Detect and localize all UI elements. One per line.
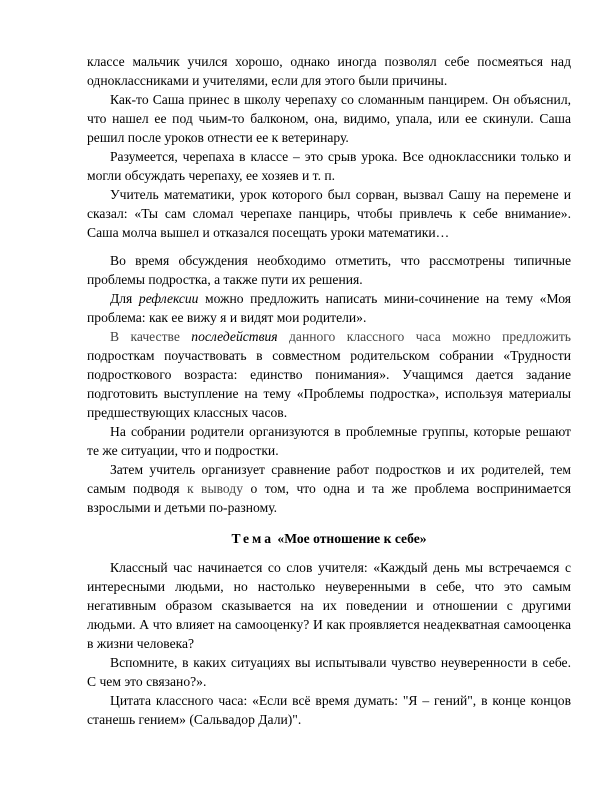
- paragraph: Как-то Саша принес в школу черепаху со сломанным панцирем. Он объяснил, что нашел ее под чьим-то балконом, она, видимо, упала, или ее скинули. Саша решил после уроков отнести ее к ветеринару.: [87, 92, 571, 145]
- paragraph-aftereffect: [87, 327, 571, 422]
- text-run: можно предложить написать мини-сочинение на тему «Моя проблема: как ее вижу я и видят мои родители».: [87, 291, 572, 325]
- paragraph-reflection: [87, 289, 571, 327]
- paragraph: Разумеется, черепаха в классе – это срыв урока. Все одноклассники только и могли обсуждать черепаху, ее хозяев и т. п.: [87, 149, 571, 183]
- section-heading: [87, 529, 571, 548]
- text-run: В качестве: [110, 329, 192, 344]
- paragraph: Учитель математики, урок которого был сорван, вызвал Сашу на перемене и сказал: «Ты сам сломал черепахе панцирь, чтобы привлечь к себе внимание». Саша молча вышел и отказался посещать уроки математики…: [87, 187, 571, 240]
- text-run: предложить: [502, 329, 571, 344]
- emphasis-aftereffect: последействия: [191, 329, 278, 344]
- heading-label: Тема: [231, 531, 274, 546]
- text-run: Для: [110, 291, 139, 306]
- heading-title: «Мое отношение к себе»: [277, 531, 427, 546]
- emphasis-reflection: рефлексии: [138, 291, 199, 306]
- paragraph: Вспомните, в каких ситуациях вы испытывали чувство неуверенности в себе. С чем это связано?».: [87, 655, 571, 689]
- document-body: [87, 52, 571, 729]
- text-run: данного классного часа можно: [277, 329, 503, 344]
- text-run: Затем учитель организует сравнение работ подростков и их родителей, тем самым подводя: [87, 462, 571, 496]
- paragraph: классе мальчик учился хорошо, однако иногда позволял себе посмеяться над одноклассниками и учителями, если для этого были причины.: [87, 54, 571, 88]
- paragraph: [87, 460, 571, 517]
- paragraph-quote: Цитата классного часа: «Если всё время думать: "Я – гений", в конце концов станешь гением» (Сальвадор Дали)".: [87, 693, 571, 727]
- text-run: о том, что одна и та же проблема воспринимается взрослыми и детьми по-разному.: [87, 481, 571, 515]
- paragraph: Классный час начинается со слов учителя: «Каждый день мы встречаемся с интересными людьми, но настолько неуверенными в себе, что это самым негативным образом сказывается на их поведении и отношении с другими людьми. А что влияет на самооценку? И как проявляется неадекватная самооценка в жизни человека?: [87, 560, 571, 651]
- paragraph: Во время обсуждения необходимо отметить, что рассмотрены типичные проблемы подростка, а также пути их решения.: [87, 253, 571, 287]
- text-run: подросткам поучаствовать в совместном родительском собрании «Трудности подросткового возраста: единство понимания». Учащимся дается задание подготовить выступление на тему «Проблемы подростка», используя материалы предшествующих классных часов.: [87, 348, 571, 420]
- paragraph: На собрании родители организуются в проблемные группы, которые решают те же ситуации, что и подростки.: [87, 424, 571, 458]
- text-run: к выводу: [186, 481, 244, 496]
